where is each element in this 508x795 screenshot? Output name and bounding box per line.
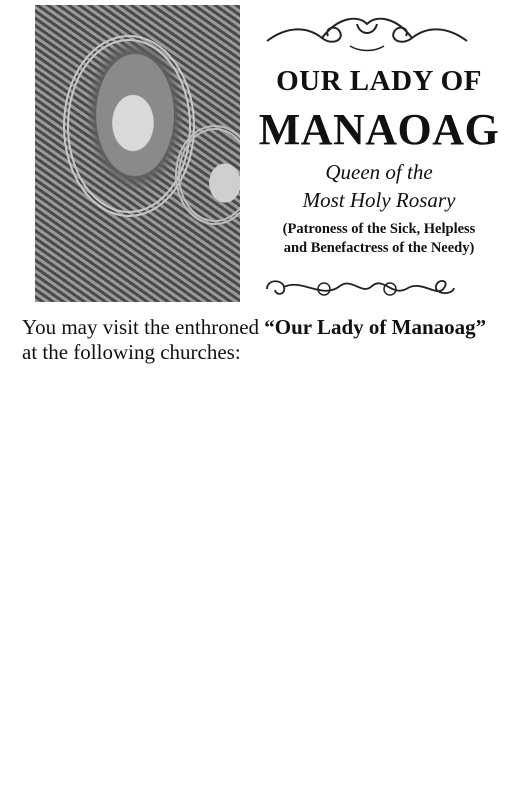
subtitle-line-2: Most Holy Rosary [302, 188, 456, 212]
title-line-1: OUR LADY OF [276, 65, 482, 97]
virgin-halo [63, 35, 195, 217]
subtitle-line-1: Queen of the [325, 160, 433, 184]
patron-line-1: (Patroness of the Sick, Helpless [282, 221, 476, 237]
intro-text-start: You may visit the enthroned [22, 315, 265, 339]
patron-line-2: and Benefactress of the Needy) [283, 240, 475, 256]
subtitle [250, 158, 508, 214]
child-halo [175, 125, 240, 225]
intro-text-end: at the following churches: [22, 340, 241, 364]
title-line-2: MANAOAG [258, 105, 500, 154]
bottom-flourish-ornament [262, 274, 458, 304]
patronage-text [250, 220, 508, 258]
intro-paragraph [22, 315, 492, 365]
top-flourish-ornament [262, 6, 472, 56]
intro-shrine-name: “Our Lady of Manaoag” [264, 315, 487, 339]
virgin-and-child-image [35, 5, 240, 302]
